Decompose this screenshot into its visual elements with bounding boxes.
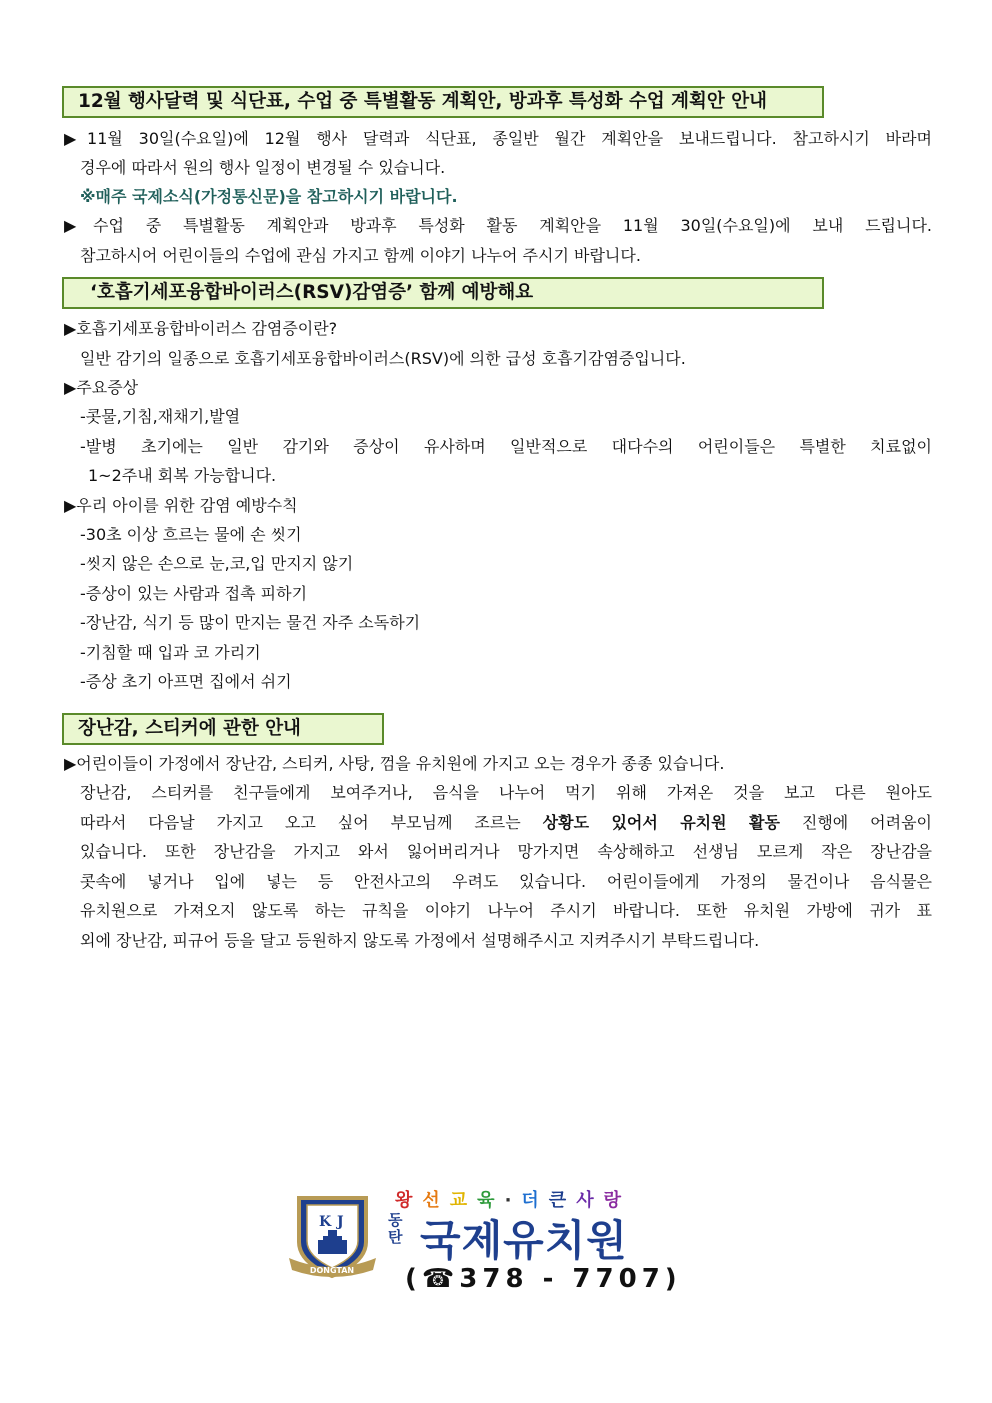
s1-line-4: 참고하시어 어린이들의 수업에 관심 가지고 함께 이야기 나누어 주시기 바랍니다. — [80, 246, 641, 265]
s1-line-3: ▶수업 중 특별활동 계획안과 방과후 특성화 활동 계획안을 11월 30일(수요일)에 보내 드립니다. — [64, 216, 932, 235]
s3-line-3 — [80, 813, 932, 833]
emblem-icon — [285, 1192, 380, 1282]
s2-symptom-2b: 1~2주내 회복 가능합니다. — [88, 466, 277, 485]
s3-line-7: 외에 장난감, 피규어 등을 달고 등원하지 않도록 가정에서 설명해주시고 지켜주시기 부탁드립니다. — [80, 931, 760, 950]
section-title-december-plans: 12월 행사달력 및 식단표, 수업 중 특별활동 계획안, 방과후 특성화 수업 계획안 안내 — [62, 86, 824, 118]
s2-rule-1: -30초 이상 흐르는 물에 손 씻기 — [80, 525, 302, 544]
s1-line-1: ▶11월 30일(수요일)에 12월 행사 달력과 식단표, 종일반 월간 계획안을 보내드립니다. 참고하시기 바라며 — [64, 129, 932, 148]
s3-line-3-bold: 상황도 있어서 유치원 활동 — [542, 813, 780, 832]
dong-char: 동 — [388, 1211, 403, 1229]
phone-number: (☎378 - 7707) — [405, 1264, 682, 1294]
s2-rule-3: -증상이 있는 사람과 접촉 피하기 — [80, 584, 308, 603]
section-title-rsv: ‘호흡기세포융합바이러스(RSV)감염증’ 함께 예방해요 — [62, 277, 824, 309]
s2-symptoms-heading: ▶주요증상 — [64, 378, 139, 397]
s2-question: ▶호흡기세포융합바이러스 감염증이란? — [64, 319, 338, 338]
s3-line-3a: 따라서 다음날 가지고 오고 싶어 부모님께 조르는 — [80, 813, 543, 832]
emblem-k: K — [319, 1214, 332, 1230]
s3-line-4: 있습니다. 또한 장난감을 가지고 와서 잃어버리거나 망가지면 속상해하고 선생님 모르게 작은 장난감을 — [80, 842, 932, 861]
s2-definition: 일반 감기의 일종으로 호흡기세포융합바이러스(RSV)에 의한 급성 호흡기감염증입니다. — [80, 349, 686, 368]
s2-symptom-2a: -발병 초기에는 일반 감기와 증상이 유사하며 일반적으로 대다수의 어린이들은 특별한 치료없이 — [80, 437, 932, 456]
s1-line-2: 경우에 따라서 원의 행사 일정이 변경될 수 있습니다. — [80, 158, 446, 177]
kindergarten-name: 국제유치원 — [420, 1216, 628, 1265]
tan-char: 탄 — [388, 1228, 403, 1246]
s3-line-2: 장난감, 스티커를 친구들에게 보여주거나, 음식을 나누어 먹기 위해 가져온 것을 보고 다른 원아도 — [80, 783, 932, 802]
s2-rule-6: -증상 초기 아프면 집에서 쉬기 — [80, 672, 292, 691]
slogan: 왕선교육·더큰사랑 — [395, 1190, 631, 1211]
s3-line-6: 유치원으로 가져오지 않도록 하는 규칙을 이야기 나누어 주시기 바랍니다. 또한 유치원 가방에 귀가 표 — [80, 901, 932, 920]
emblem-ribbon-text: DONGTAN — [309, 1266, 355, 1275]
s2-rules-heading: ▶우리 아이를 위한 감염 예방수칙 — [64, 496, 298, 515]
s3-line-5: 콧속에 넣거나 입에 넣는 등 안전사고의 우려도 있습니다. 어린이들에게 가정의 물건이나 음식물은 — [80, 872, 932, 891]
s2-symptom-1: -콧물,기침,재채기,발열 — [80, 407, 241, 426]
s3-line-1: ▶어린이들이 가정에서 장난감, 스티커, 사탕, 껌을 유치원에 가지고 오는 경우가 종종 있습니다. — [64, 754, 725, 773]
s2-rule-2: -씻지 않은 손으로 눈,코,입 만지지 않기 — [80, 554, 354, 573]
emblem-j: J — [337, 1214, 344, 1230]
s3-line-3c: 진행에 어려움이 — [779, 813, 932, 832]
section-title-toys: 장난감, 스티커에 관한 안내 — [62, 713, 384, 745]
dongtan-label — [388, 1212, 403, 1246]
s2-rule-5: -기침할 때 입과 코 가리기 — [80, 643, 261, 662]
s1-note: ※매주 국제소식(가정통신문)을 참고하시기 바랍니다. — [80, 187, 458, 206]
s2-rule-4: -장난감, 식기 등 많이 만지는 물건 자주 소독하기 — [80, 613, 421, 632]
